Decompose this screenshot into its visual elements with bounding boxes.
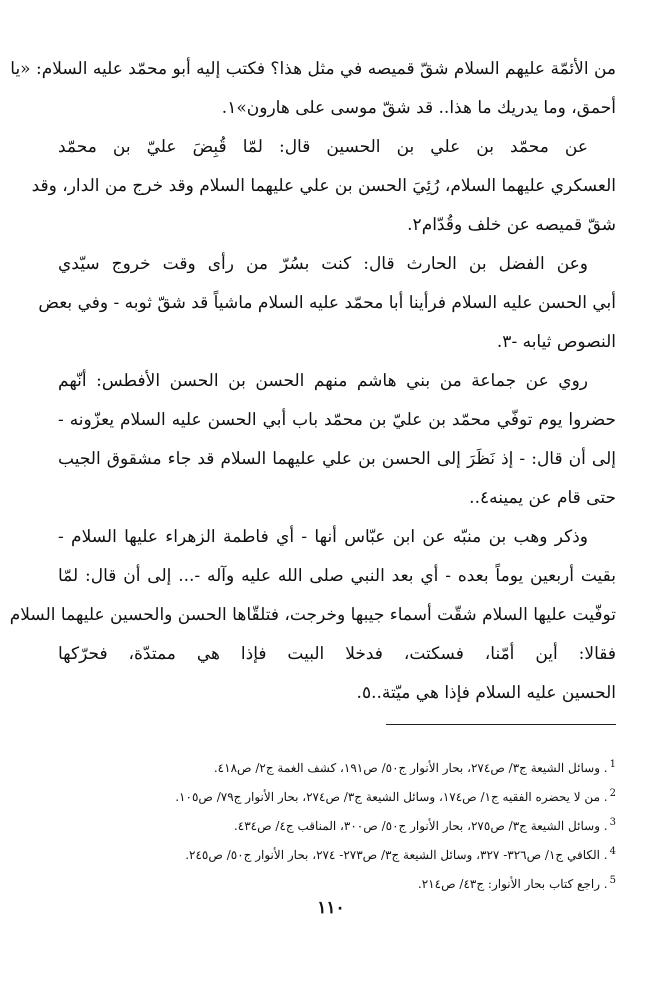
text-line: وعن الفضل بن الحارث قال: كنت بسُرّ من رأى وقت خروج سيّدي <box>58 254 588 274</box>
text-line: أبي الحسن عليه السلام فرأينا أبا محمّد عليه السلام ماشياً قد شقّ ثوبه - وفي بعض <box>38 293 616 313</box>
paragraph-4 <box>58 362 616 518</box>
text-line: عن محمّد بن علي بن الحسين قال: لمّا قُبِضَ عليّ بن محمّد <box>58 137 588 157</box>
footnote-number: 3 <box>609 817 616 828</box>
footnote-number: 5 <box>609 875 616 886</box>
footnote-text: . راجع كتاب بحار الأنوار: ج٤٣/ ص٢١٤. <box>417 877 608 891</box>
text-line: وذكر وهب بن منبّه عن ابن عبّاس أنها - أي فاطمة الزهراء عليها السلام - <box>58 527 588 547</box>
footnote-text: . وسائل الشيعة ج٣/ ص٢٧٤، بحار الأنوار ج٥٠/ ص١٩١، كشف الغمة ج٢/ ص٤١٨. <box>213 761 608 775</box>
text-line: بقيت أربعين يوماً بعده - أي بعد النبي صلى الله عليه وآله -... إلى أن قال: لمّا <box>58 566 616 586</box>
footnote-1 <box>60 752 616 781</box>
footnote-number: 1 <box>609 759 616 770</box>
text-line: حضروا يوم توفّي محمّد بن عليّ بن محمّد باب أبي الحسن عليه السلام يعزّونه - <box>58 410 616 430</box>
text-line: من الأئمّة عليهم السلام شقّ قميصه في مثل هذا؟ فكتب إليه أبو محمّد عليه السلام: «يا <box>10 59 616 79</box>
text-line: شقّ قميصه عن خلف وقُدّام٢. <box>407 215 616 235</box>
footnote-number: 4 <box>609 846 616 857</box>
footnote-text: . وسائل الشيعة ج٣/ ص٢٧٥، بحار الأنوار ج٥٠/ ص٣٠٠، المناقب ج٤/ ص٤٣٤. <box>233 819 608 833</box>
footnote-3 <box>60 810 616 839</box>
text-line: توفّيت عليها السلام شقّت أسماء جيبها وخرجت، فتلقّاها الحسن والحسين عليهما السلام <box>9 605 616 625</box>
footnotes <box>60 752 616 897</box>
text-line: النصوص ثيابه -٣. <box>496 332 616 352</box>
text-line: فقالا: أين أمّنا، فسكتت، فدخلا البيت فإذا هي ممتدّة، فحرّكها <box>58 644 616 664</box>
footnote-text: . الكافي ج١/ ص٣٢٦- ٣٢٧، وسائل الشيعة ج٣/ ص٢٧٣- ٢٧٤، بحار الأنوار ج٥٠/ ص٢٤٥. <box>185 848 608 862</box>
paragraph-3 <box>38 245 616 362</box>
text-line: العسكري عليهما السلام، رُئِيَ الحسن بن علي عليهما السلام وقد خرج من الدار، وقد <box>31 176 616 196</box>
paragraph-2 <box>31 128 616 245</box>
footnote-separator <box>386 724 616 725</box>
page-body <box>9 50 616 713</box>
text-line: روي عن جماعة من بني هاشم منهم الحسن بن الحسن الأفطس: أنّهم <box>58 371 588 391</box>
text-line: الحسين عليه السلام فإذا هي ميّتة..٥. <box>356 683 616 703</box>
paragraph-1 <box>10 50 616 128</box>
footnote-text: . من لا يحضره الفقيه ج١/ ص١٧٤، وسائل الشيعة ج٣/ ص٢٧٤، بحار الأنوار ج٧٩/ ص١٠٥. <box>175 790 608 804</box>
paragraph-5 <box>9 518 616 713</box>
footnote-2 <box>60 781 616 810</box>
footnote-5 <box>60 868 616 897</box>
text-line: إلى أن قال: - إذ نَظَرَ إلى الحسن بن علي عليهما السلام قد جاء مشقوق الجيب <box>58 449 616 469</box>
text-line: حتى قام عن يمينه٤.. <box>469 488 616 508</box>
footnote-number: 2 <box>609 788 616 799</box>
text-line: أحمق، وما يدريك ما هذا.. قد شقّ موسى على هارون»١. <box>221 98 616 118</box>
page-number: ١١٠ <box>317 898 345 918</box>
footnote-4 <box>60 839 616 868</box>
